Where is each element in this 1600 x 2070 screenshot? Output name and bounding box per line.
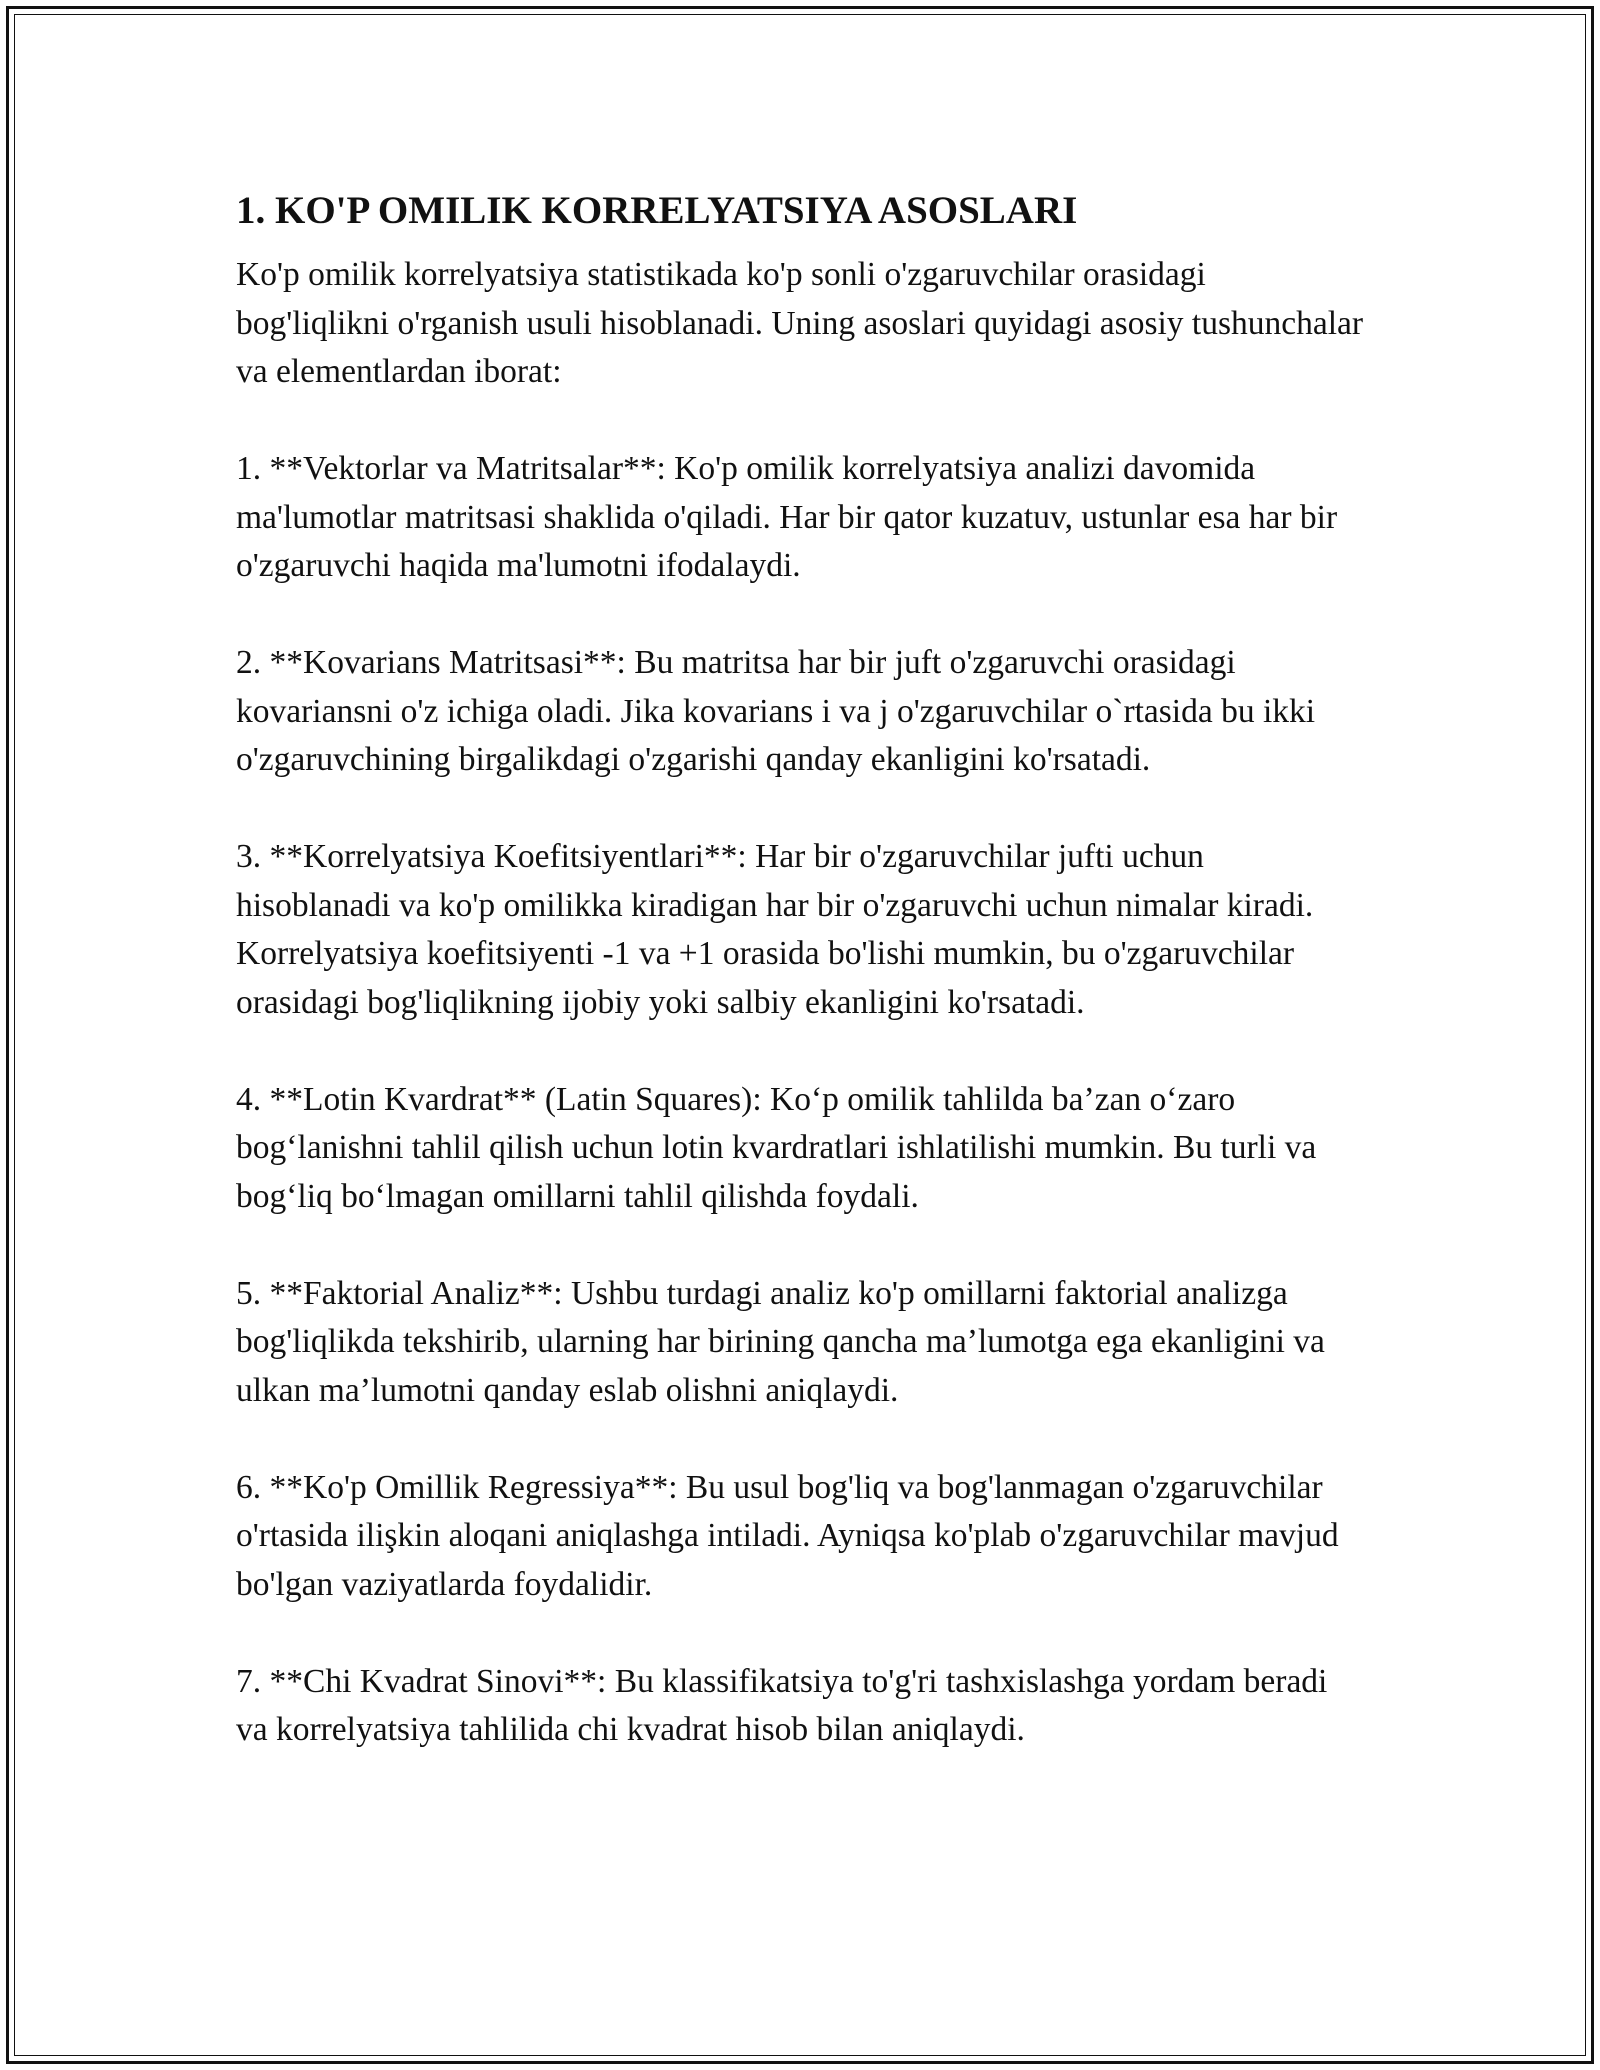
intro-paragraph: Ko'p omilik korrelyatsiya statistikada ko'p sonli o'zgaruvchilar orasidagi bog'liqlikni o'rganish usuli hisoblanadi. Uning asoslari quyidagi asosiy tushunchalar va elementlardan iborat: — [236, 256, 1364, 390]
list-item-regressiya: 6. **Ko'p Omillik Regressiya**: Bu usul bog'liq va bog'lanmagan o'zgaruvchilar o'rtasida ilişkin aloqani aniqlashga intiladi. Ayniqsa ko'plab o'zgaruvchilar mavjud bo'lgan vaziyatlarda foydalidir. — [236, 1468, 1339, 1603]
list-item-faktorial: 5. **Faktorial Analiz**: Ushbu turdagi analiz ko'p omillarni faktorial analizga bog'liqlikda tekshirib, ularning har birining qancha ma’lumotga ega ekanligini va ulkan ma’lumotni qanday eslab olishni aniqlaydi. — [236, 1274, 1325, 1409]
list-item-lotin-kvadrat: 4. **Lotin Kvardrat** (Latin Squares): Ko‘p omilik tahlilda ba’zan o‘zaro bog‘lanishni tahlil qilish uchun lotin kvardratlari ishlatilishi mumkin. Bu turli va bog‘liq bo‘lmagan omillarni tahlil qilishda foydali. — [236, 1080, 1317, 1215]
list-item-vektorlar: 1. **Vektorlar va Matritsalar**: Ko'p omilik korrelyatsiya analizi davomida ma'lumotlar matritsasi shaklida o'qiladi. Har bir qator kuzatuv, ustunlar esa har bir o'zgaruvchi haqida ma'lumotni ifodalaydi. — [236, 450, 1338, 584]
list-item-korrelyatsiya: 3. **Korrelyatsiya Koefitsiyentlari**: Har bir o'zgaruvchilar jufti uchun hisoblanadi va ko'p omilikka kiradigan har bir o'zgaruvchi uchun nimalar kiradi. Korrelyatsiya koefitsiyenti -1 va +1 orasida bo'lishi mumkin, bu o'zgaruvchilar orasidagi bog'liqlikning ijobiy yoki salbiy ekanligini ko'rsatadi. — [236, 838, 1314, 1021]
document-body — [236, 185, 1366, 1803]
list-item-kovarians: 2. **Kovarians Matritsasi**: Bu matritsa har bir juft o'zgaruvchi orasidagi kovariansni o'z ichiga oladi. Jika kovarians i va j o'zgaruvchilar o`rtasida bu ikki o'zgaruvchining birgalikdagi o'zgarishi qanday ekanligini ko'rsatadi. — [236, 644, 1316, 778]
section-heading: 1. KO'P OMILIK KORRELYATSIYA ASOSLARI — [236, 189, 1078, 232]
list-item-chi-kvadrat: 7. **Chi Kvadrat Sinovi**: Bu klassifikatsiya to'g'ri tashxislashga yordam beradi va korrelyatsiya tahlilida chi kvadrat hisob bilan aniqlaydi. — [236, 1662, 1328, 1748]
